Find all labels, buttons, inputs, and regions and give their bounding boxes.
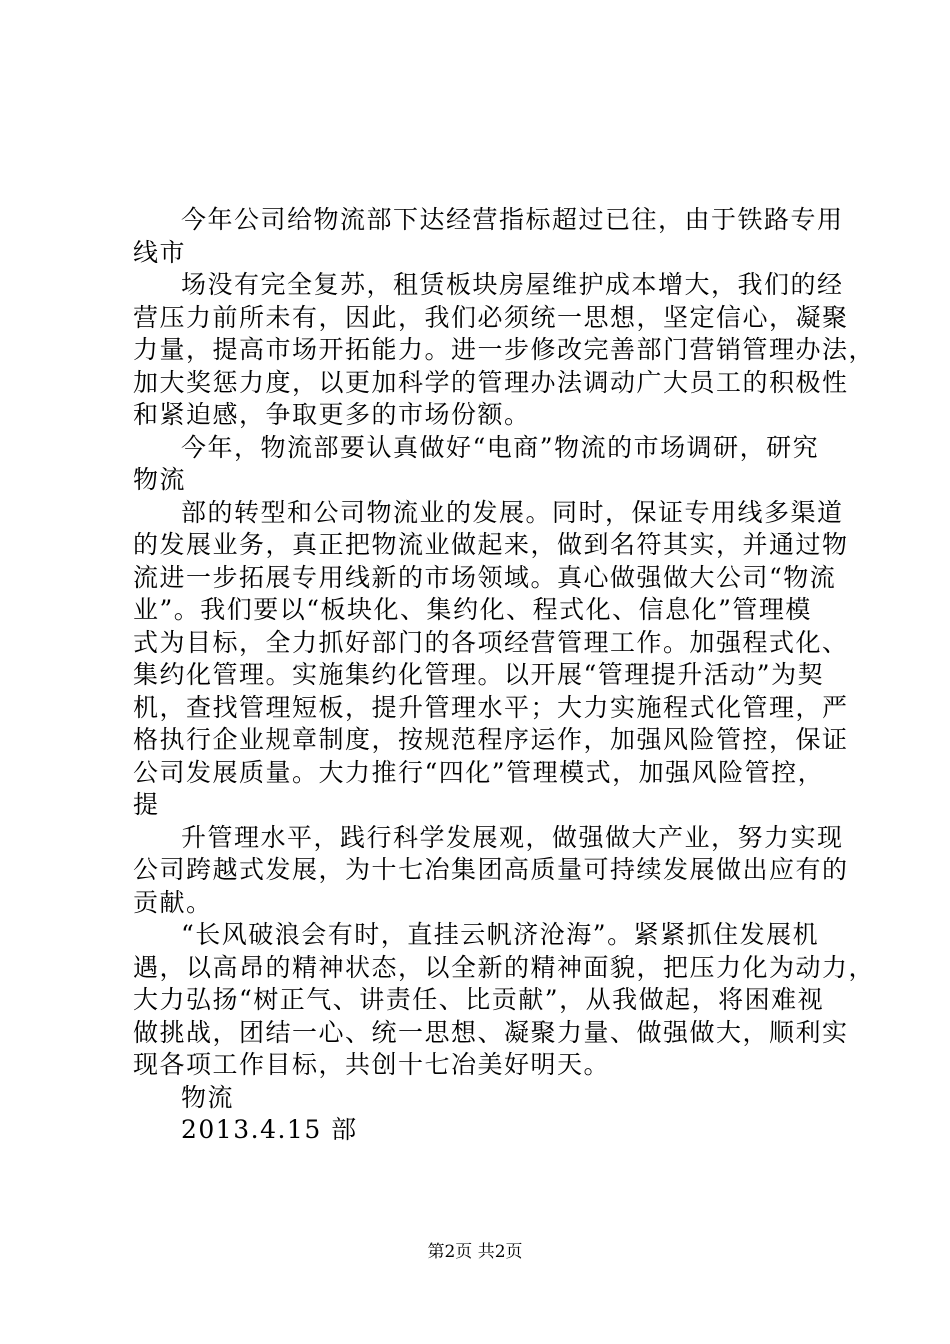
text-line: 遇，以高昂的精神状态，以全新的精神面貌，把压力化为动力， [133,952,876,982]
text-line: 集约化管理。实施集约化管理。以开展“管理提升活动”为契 [133,660,825,689]
text-line: 格执行企业规章制度，按规范程序运作，加强风险管控，保证 [133,725,849,754]
text-line: 线市 [133,237,187,267]
signature-department: 物流 [181,1082,235,1112]
text-line: 提 [133,790,160,819]
signature-date: 2013.4.15 部 [181,1115,358,1144]
text-line: “长风破浪会有时，直挂云帆济沧海”。紧紧抓住发展机 [181,920,820,949]
text-line: 贡献。 [133,887,213,917]
text-line: 部的转型和公司物流业的发展。同时，保证专用线多渠道 [181,497,844,527]
text-line: 现各项工作目标，共创十七冶美好明天。 [133,1050,611,1079]
text-line: 公司跨越式发展，为十七冶集团高质量可持续发展做出应有的 [133,855,849,884]
text-line: 的发展业务，真正把物流业做起来，做到名符其实，并通过物 [133,530,849,559]
text-line: 营压力前所未有，因此，我们必须统一思想，坚定信心，凝聚 [133,302,849,332]
text-line: 和紧迫感，争取更多的市场份额。 [133,400,531,429]
text-line: 大力弘扬“树正气、讲责任、比贡献”，从我做起，将困难视 [133,985,825,1014]
text-line: 物流 [133,465,187,494]
text-line: 公司发展质量。大力推行“四化”管理模式，加强风险管控， [133,757,825,787]
document-body [133,204,876,1147]
text-line: 力量，提高市场开拓能力。进一步修改完善部门营销管理办法， [133,335,876,364]
text-line: 机，查找管理短板，提升管理水平；大力实施程式化管理，严 [133,692,849,722]
text-line: 升管理水平，践行科学发展观，做强做大产业，努力实现 [181,822,844,852]
text-line: 业”。我们要以“板块化、集约化、程式化、信息化”管理模 [133,595,812,624]
page-footer: 第2页 共2页 [427,1242,523,1262]
text-line: 场没有完全复苏，租赁板块房屋维护成本增大，我们的经 [181,270,844,299]
text-line: 今年公司给物流部下达经营指标超过已往，由于铁路专用 [181,205,844,234]
text-line: 今年，物流部要认真做好“电商”物流的市场调研，研究 [181,432,820,462]
text-line: 做挑战，团结一心、统一思想、凝聚力量、做强做大，顺利实 [133,1017,849,1047]
text-line: 流进一步拓展专用线新的市场领域。真心做强做大公司“物流 [133,562,837,592]
text-line: 加大奖惩力度，以更加科学的管理办法调动广大员工的积极性 [133,367,849,397]
text-line: 式为目标，全力抓好部门的各项经营管理工作。加强程式化、 [133,627,849,657]
